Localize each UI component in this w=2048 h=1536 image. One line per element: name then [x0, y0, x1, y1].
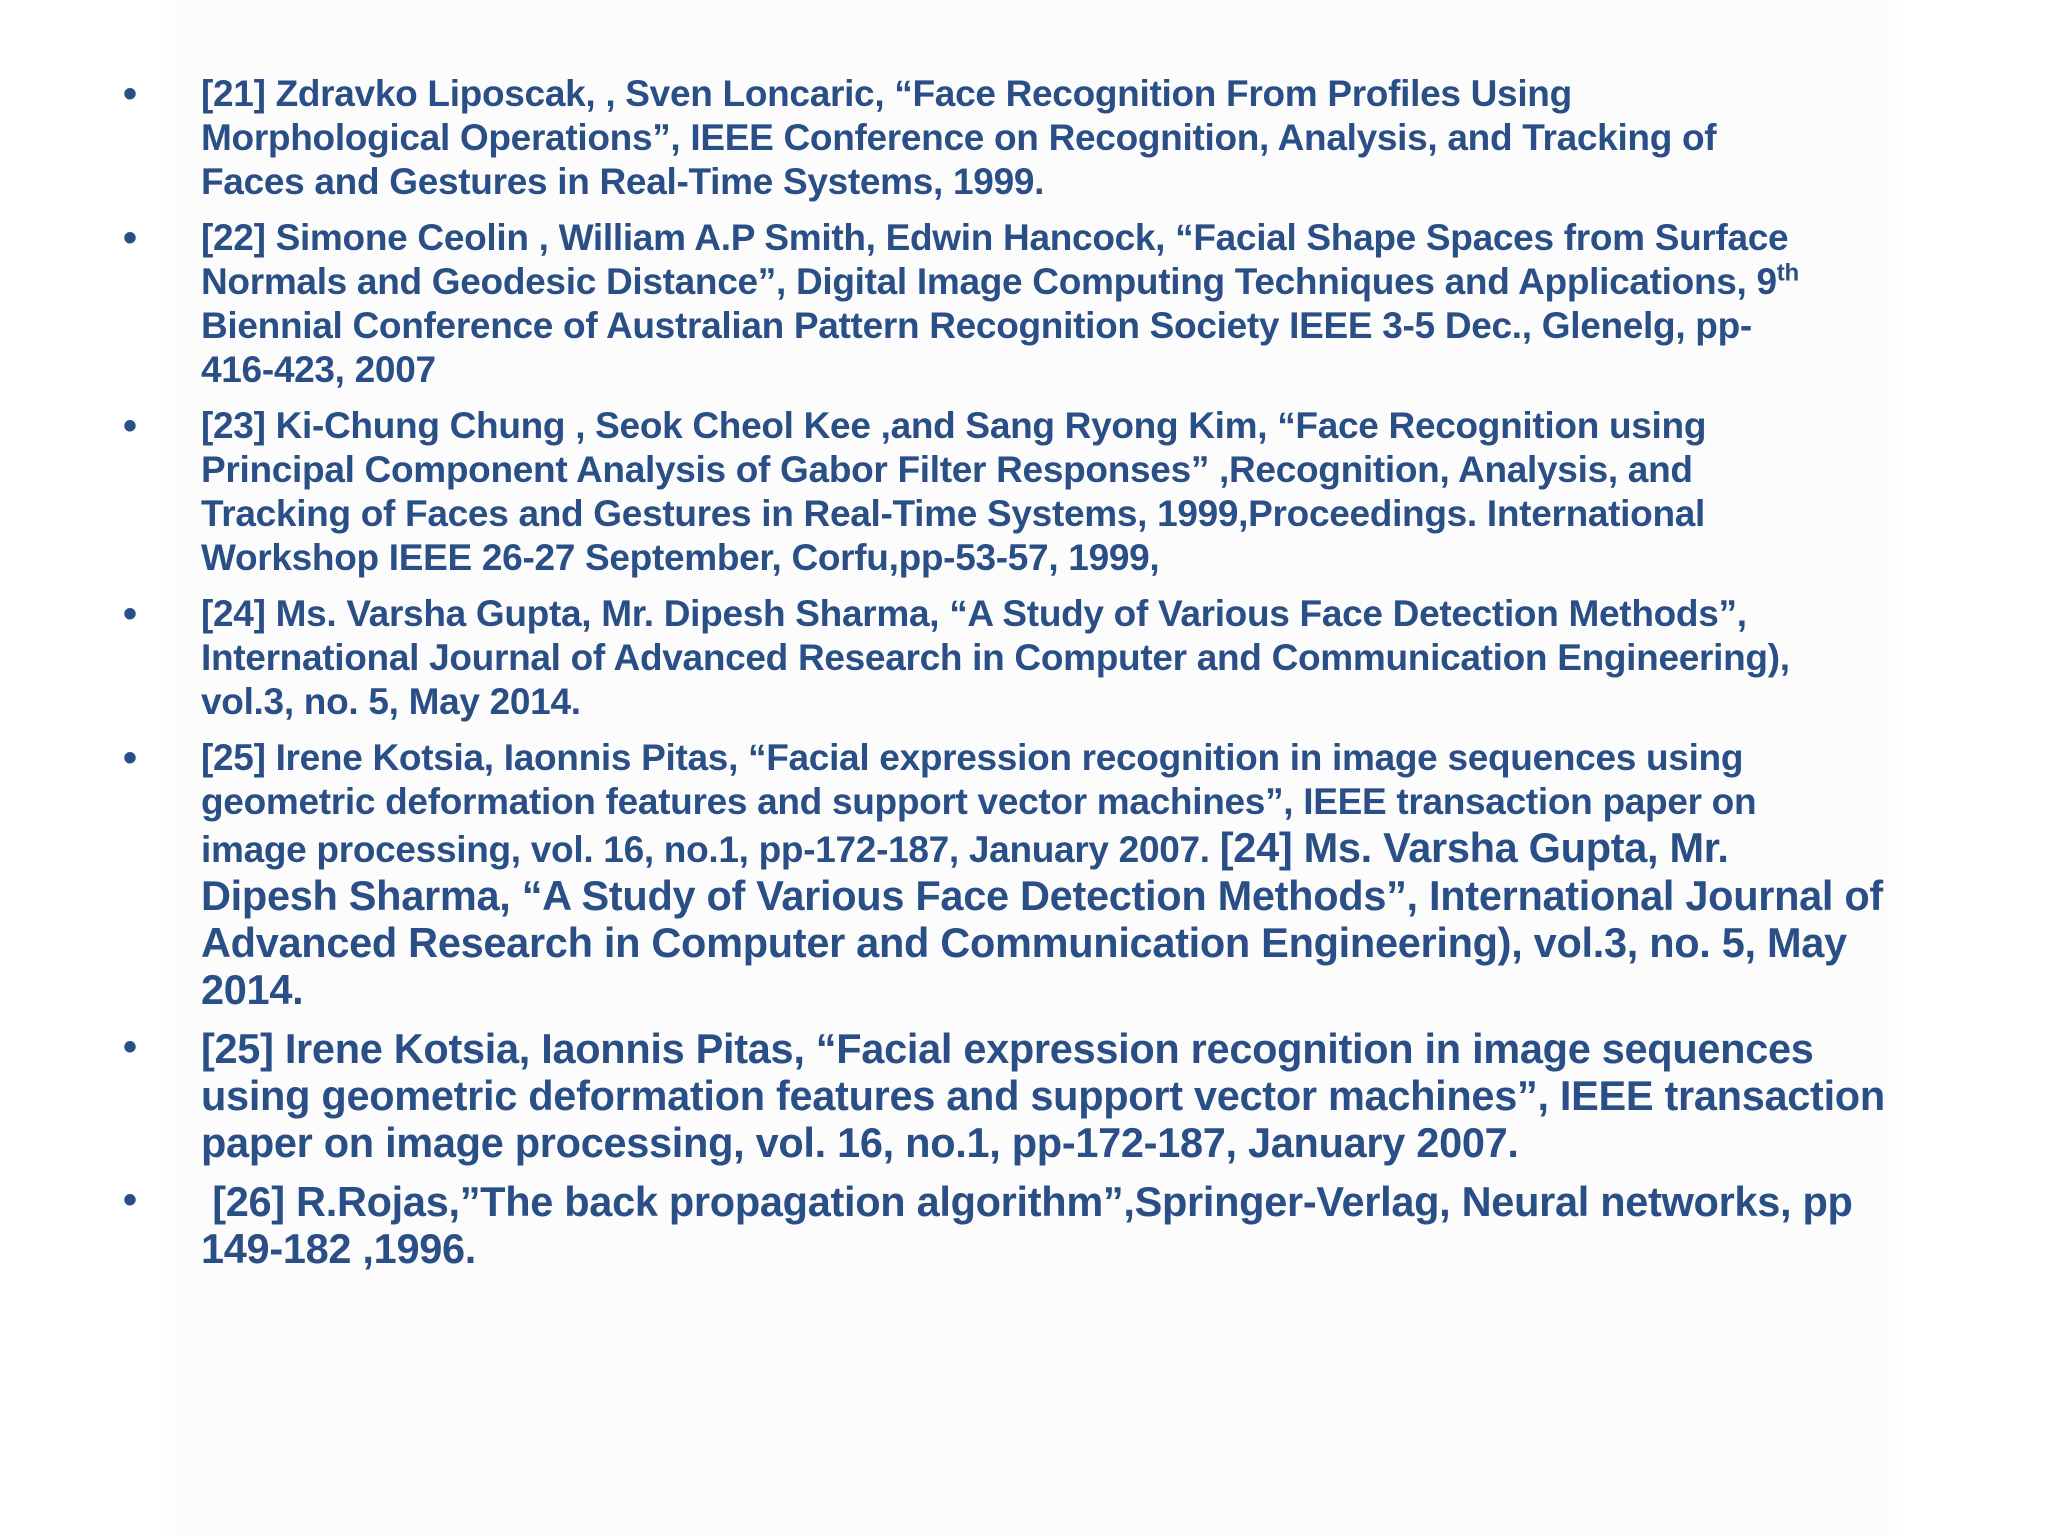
- reference-22: [0, 216, 2048, 392]
- reference-text-line: Morphological Operations”, IEEE Conference on Recognition, Analysis, and Tracking of: [201, 117, 1717, 158]
- bullet: •: [123, 736, 138, 780]
- reference-25-mixed: [0, 736, 2048, 1013]
- reference-text-line: 2014.: [201, 966, 304, 1013]
- bullet: •: [123, 1178, 138, 1222]
- reference-text-line: 149-182 ,1996.: [201, 1225, 477, 1272]
- reference-23: [0, 404, 2048, 580]
- reference-text-line: [22] Simone Ceolin , William A.P Smith, Edwin Hancock, “Facial Shape Spaces from Surface: [201, 217, 1789, 258]
- reference-text-line: paper on image processing, vol. 16, no.1, pp-172-187, January 2007.: [201, 1119, 1519, 1166]
- reference-21: [0, 72, 2048, 204]
- reference-24: [0, 592, 2048, 724]
- reference-text-line: vol.3, no. 5, May 2014.: [201, 681, 581, 722]
- reference-25: [0, 1025, 2048, 1166]
- reference-text: [24] Ms. Varsha Gupta, Mr.: [1219, 824, 1729, 871]
- reference-text-line: Advanced Research in Computer and Communication Engineering), vol.3, no. 5, May: [201, 919, 1847, 966]
- reference-text-line: International Journal of Advanced Research in Computer and Communication Engineering),: [201, 637, 1790, 678]
- reference-text-line: Faces and Gestures in Real-Time Systems, 1999.: [201, 161, 1045, 202]
- reference-text: Normals and Geodesic Distance”, Digital Image Computing Techniques and Applications, 9: [201, 261, 1777, 302]
- reference-text-line: Tracking of Faces and Gestures in Real-Time Systems, 1999,Proceedings. International: [201, 493, 1706, 534]
- reference-text-line: Principal Component Analysis of Gabor Filter Responses” ,Recognition, Analysis, and: [201, 449, 1693, 490]
- reference-text-line: [201, 824, 1988, 872]
- reference-list: [0, 72, 2048, 1284]
- reference-text-line: [25] Irene Kotsia, Iaonnis Pitas, “Facial expression recognition in image sequences: [201, 1025, 1814, 1072]
- reference-text-line: geometric deformation features and support vector machines”, IEEE transaction paper on: [201, 781, 1757, 822]
- superscript: th: [1776, 259, 1799, 287]
- bullet: •: [123, 592, 138, 636]
- bullet: •: [123, 72, 138, 116]
- reference-text-line: 416-423, 2007: [201, 349, 436, 390]
- reference-text-line: [24] Ms. Varsha Gupta, Mr. Dipesh Sharma, “A Study of Various Face Detection Methods”,: [201, 593, 1747, 634]
- reference-text-line: Biennial Conference of Australian Pattern Recognition Society IEEE 3-5 Dec., Glenelg, pp-: [201, 305, 1752, 346]
- bullet: •: [123, 216, 138, 260]
- bullet: •: [123, 404, 138, 448]
- reference-text-line: [201, 260, 1988, 304]
- reference-text: image processing, vol. 16, no.1, pp-172-187, January 2007.: [201, 829, 1220, 870]
- reference-text-line: Workshop IEEE 26-27 September, Corfu,pp-53-57, 1999,: [201, 537, 1160, 578]
- reference-text-line: [25] Irene Kotsia, Iaonnis Pitas, “Facial expression recognition in image sequences using: [201, 737, 1744, 778]
- reference-text-line: [26] R.Rojas,”The back propagation algorithm”,Springer-Verlag, Neural networks, pp: [201, 1178, 1853, 1225]
- reference-text-line: [21] Zdravko Liposcak, , Sven Loncaric, “Face Recognition From Profiles Using: [201, 73, 1572, 114]
- reference-26: [0, 1178, 2048, 1272]
- reference-text-line: [23] Ki-Chung Chung , Seok Cheol Kee ,and Sang Ryong Kim, “Face Recognition using: [201, 405, 1707, 446]
- bullet: •: [123, 1025, 138, 1069]
- reference-text-line: using geometric deformation features and support vector machines”, IEEE transaction: [201, 1072, 1885, 1119]
- reference-text-line: Dipesh Sharma, “A Study of Various Face Detection Methods”, International Journal of: [201, 872, 1883, 919]
